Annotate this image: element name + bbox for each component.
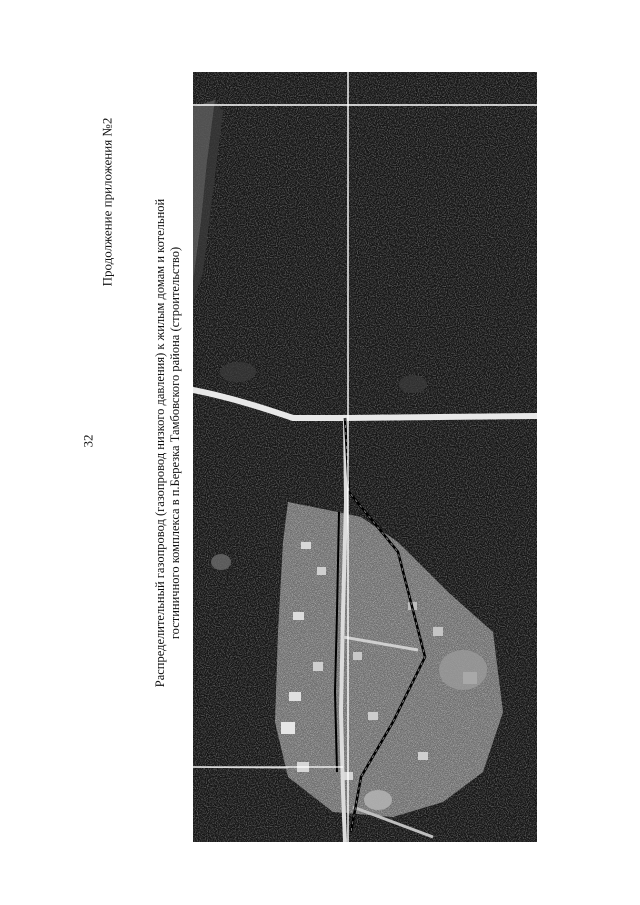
house	[368, 712, 378, 720]
clearing	[364, 790, 392, 810]
clearing	[439, 650, 487, 690]
house	[313, 662, 323, 671]
clearing	[220, 362, 256, 382]
clearing	[211, 554, 231, 570]
house	[301, 542, 311, 549]
page-number: 32	[80, 434, 96, 448]
clearing	[399, 375, 427, 393]
house	[418, 752, 428, 760]
satellite-map-image	[193, 72, 537, 842]
house	[281, 722, 295, 734]
appendix-title: Продолжение приложения №2	[99, 117, 115, 287]
house	[293, 612, 304, 620]
map-caption	[153, 199, 183, 688]
caption-line-1: Распределительный газопровод (газопровод низкого давления) к жилым домам и котельной	[153, 198, 167, 688]
house	[353, 652, 362, 660]
house	[433, 627, 443, 636]
caption-line-2: гостиничного комплекса в п.Березка Тамбовского района (строительство)	[168, 246, 182, 640]
house	[289, 692, 301, 701]
satellite-map	[193, 72, 537, 842]
house	[317, 567, 326, 575]
